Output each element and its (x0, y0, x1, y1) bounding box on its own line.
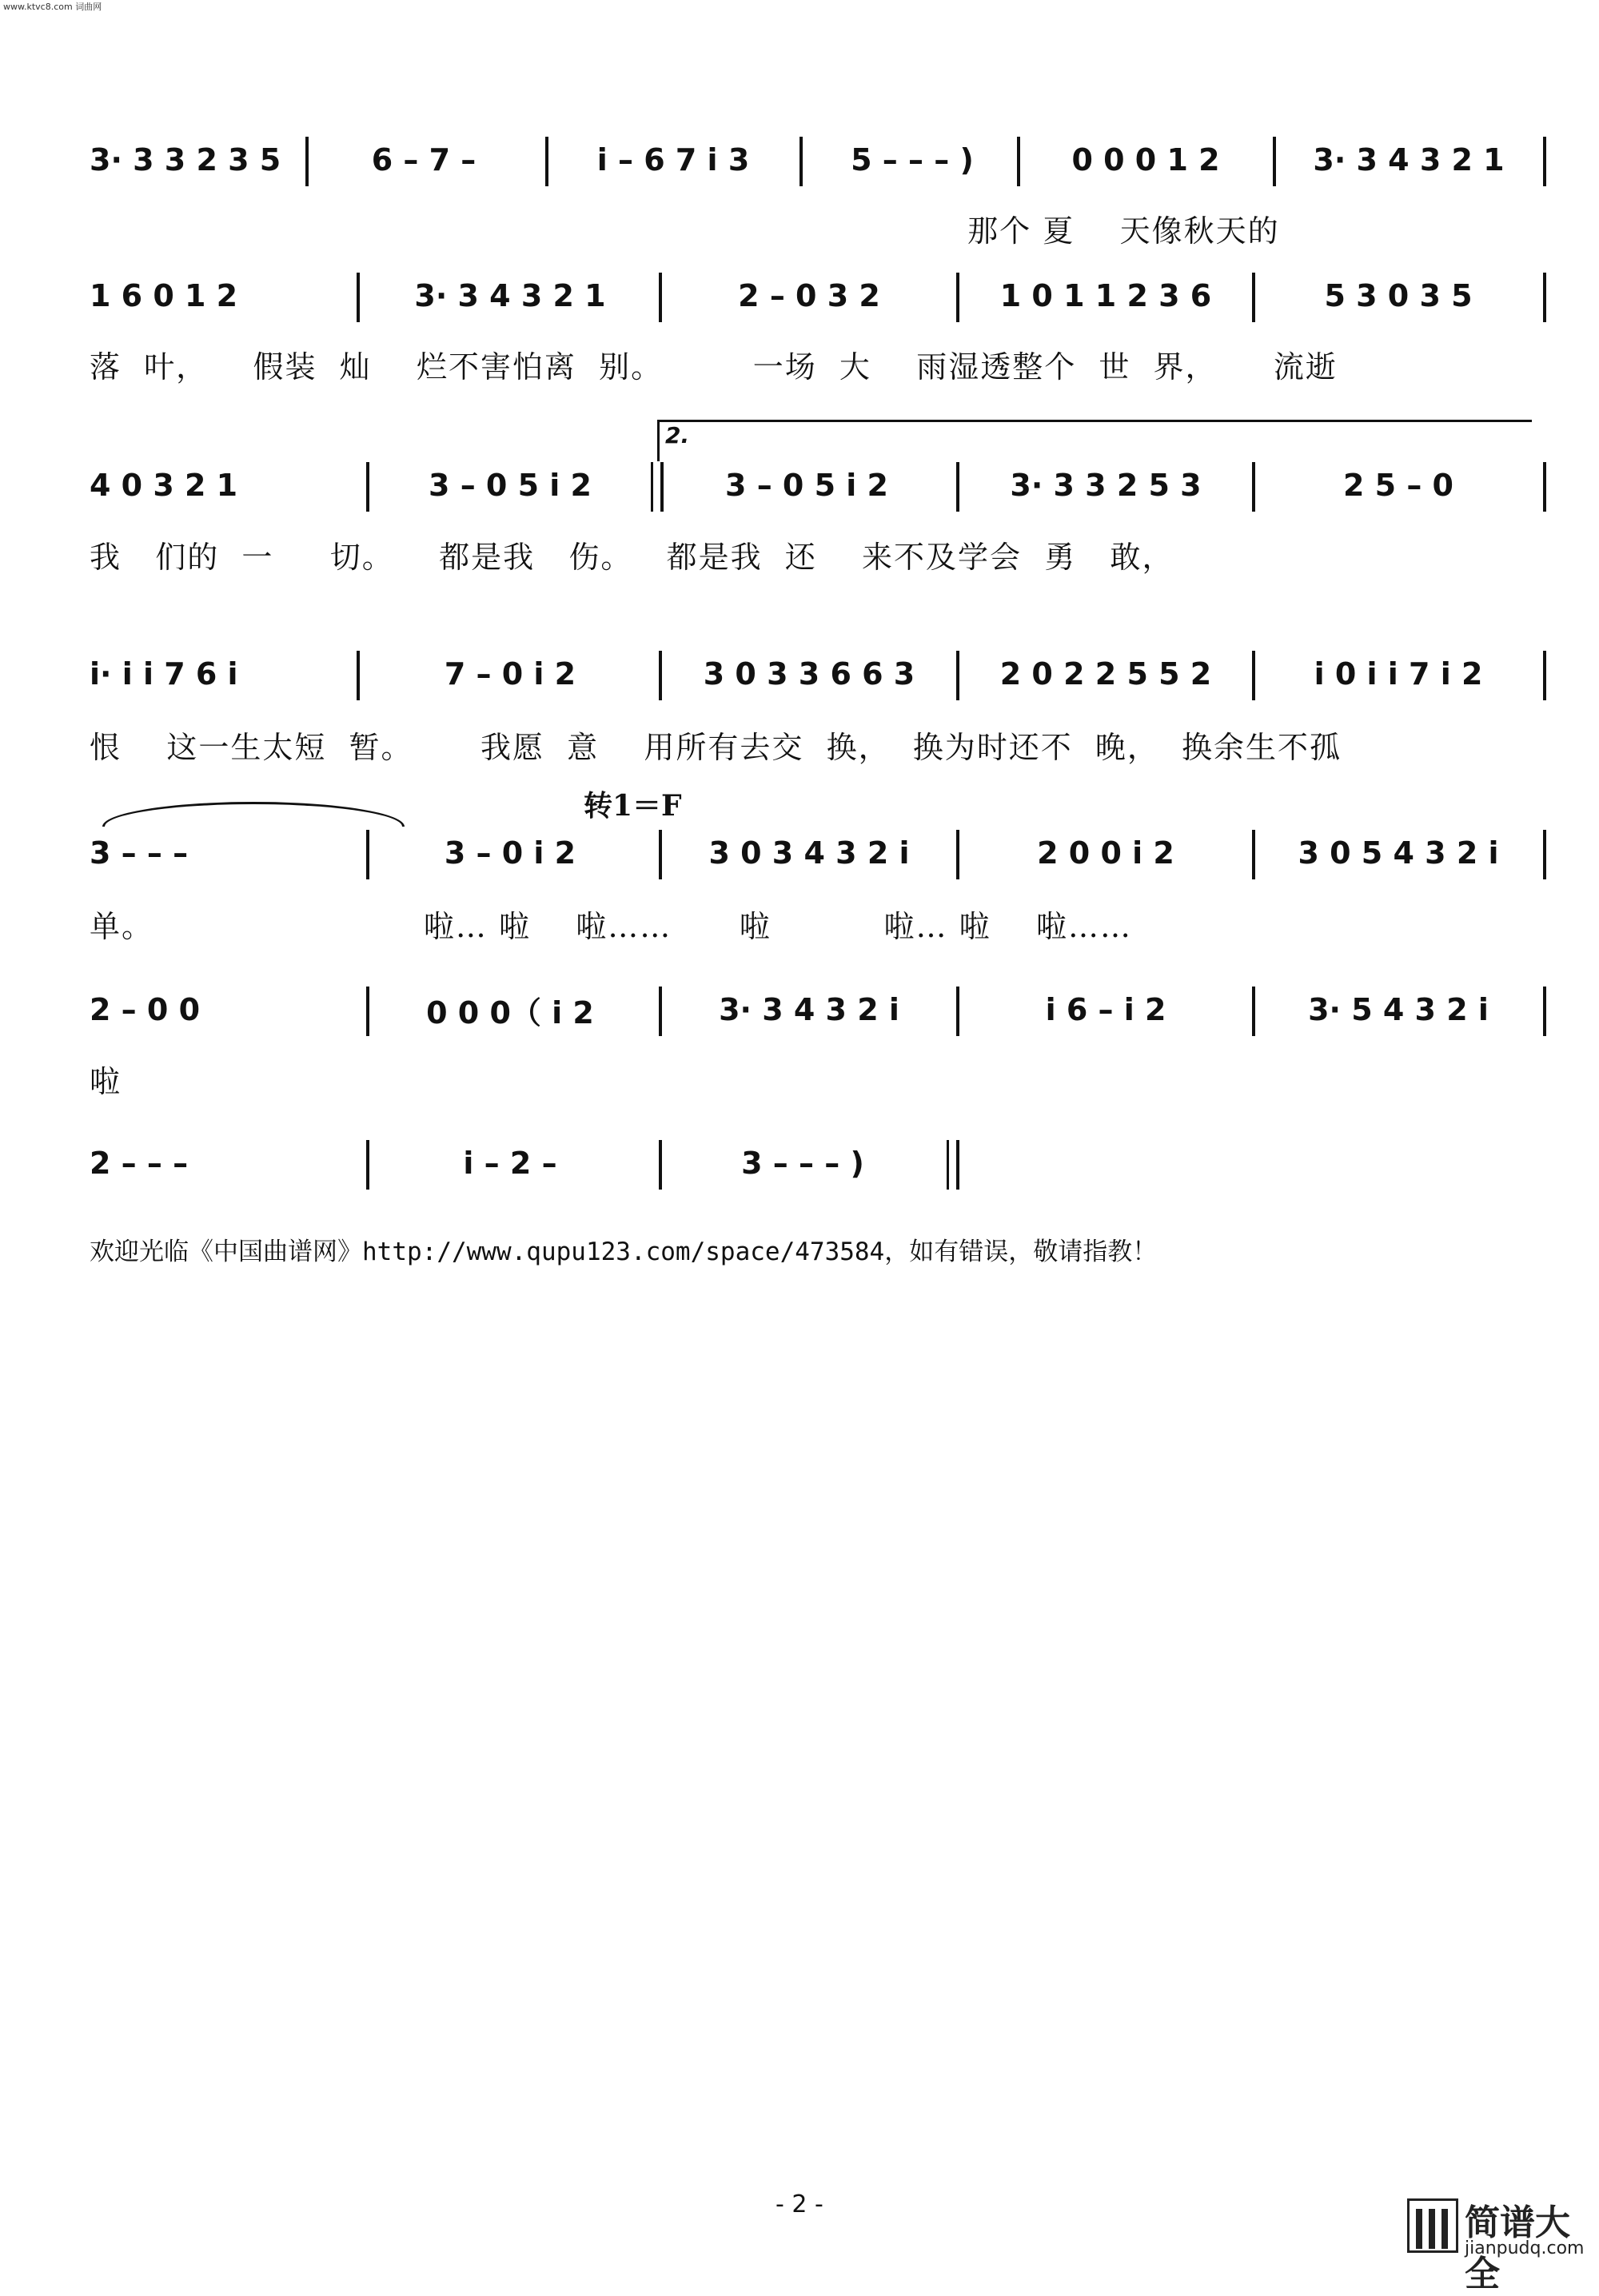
barline (357, 273, 360, 322)
measure: 2 – 0 3 2 (738, 278, 880, 313)
measure: 3 0 3 4 3 2 i (708, 835, 910, 871)
measure: 3· 5 4 3 2 i (1308, 992, 1489, 1027)
measure: i – 2 – (463, 1146, 557, 1181)
lyrics-line-6: 啦 (90, 1064, 122, 1099)
barline (1543, 137, 1546, 186)
volta-label: 2. (665, 422, 690, 448)
final-barline (956, 1140, 959, 1190)
measure: 1 0 1 1 2 3 6 (999, 278, 1212, 313)
measure: 3 – – – ) (741, 1146, 864, 1181)
measure: i· i i 7 6 i (90, 656, 238, 692)
measure: i – 6 7 i 3 (596, 142, 750, 177)
barline (1543, 273, 1546, 322)
logo-url: jianpudq.com (1465, 2238, 1585, 2258)
page-number: - 2 - (776, 2190, 823, 2218)
lyrics-line-2: 落 叶， 假装 灿 烂不害怕离 别。 一场 大 雨湿透整个 世 界， 流逝 (90, 349, 1338, 385)
measure: 0 0 0（ i 2 (426, 995, 594, 1030)
volta-bracket-line (657, 420, 1532, 422)
lyrics-line-3: 我 们的 一 切。 都是我 伤。 都是我 还 来不及学会 勇 敢， (90, 540, 1174, 575)
measure: 3 0 5 4 3 2 i (1298, 835, 1499, 871)
barline (1252, 273, 1255, 322)
measure: 3 – 0 5 i 2 (429, 468, 592, 503)
measure: 5 – – – ) (851, 142, 974, 177)
barline (366, 987, 369, 1036)
measure: 5 3 0 3 5 (1324, 278, 1473, 313)
logo-title: 简谱大全 (1465, 2202, 1570, 2294)
measure: 3 – 0 5 i 2 (725, 468, 888, 503)
measure: 1 6 0 1 2 (90, 278, 238, 313)
barline (956, 830, 959, 879)
barline (659, 651, 662, 700)
barline (659, 273, 662, 322)
barline (1017, 137, 1020, 186)
barline (366, 830, 369, 879)
measure: 3 0 3 3 6 6 3 (703, 656, 915, 692)
measure: 3· 3 4 3 2 1 (1313, 142, 1505, 177)
barline (1252, 462, 1255, 512)
barline (545, 137, 548, 186)
measure: 2 5 – 0 (1342, 468, 1453, 503)
barline (1543, 651, 1546, 700)
measure: 4 0 3 2 1 (90, 468, 238, 503)
measure: 2 – 0 0 (90, 992, 201, 1027)
measure: 3· 3 4 3 2 i (719, 992, 899, 1027)
repeat-end-barline (660, 462, 664, 512)
measure: i 6 – i 2 (1045, 992, 1166, 1027)
site-logo (1407, 2190, 1599, 2294)
barline (956, 462, 959, 512)
barline (1252, 987, 1255, 1036)
barline (659, 830, 662, 879)
barline (659, 987, 662, 1036)
lyrics-line-1: 那个 夏 天像秋天的 (90, 213, 1280, 249)
barline (1273, 137, 1276, 186)
barline (366, 1140, 369, 1190)
barline (366, 462, 369, 512)
measure: 6 – 7 – (371, 142, 477, 177)
key-change-marker: 转1＝F (584, 789, 682, 823)
barline (956, 987, 959, 1036)
measure: 7 – 0 i 2 (444, 656, 576, 692)
site-watermark: www.ktvc8.com 词曲网 (3, 2, 102, 12)
measure: 3· 3 3 2 5 3 (1010, 468, 1202, 503)
measure: 0 0 0 1 2 (1071, 142, 1220, 177)
measure: 3· 3 3 2 3 5 (90, 142, 281, 177)
barline (1543, 987, 1546, 1036)
barline (956, 273, 959, 322)
barline (1252, 651, 1255, 700)
measure: 2 – – – (90, 1146, 189, 1181)
barline (357, 651, 360, 700)
barline (305, 137, 309, 186)
volta-bracket-start (657, 421, 660, 461)
measure: 2 0 0 i 2 (1037, 835, 1174, 871)
lyrics-line-4: 恨 这一生太短 暂。 我愿 意 用所有去交 换， 换为时还不 晚， 换余生不孤 (90, 730, 1342, 765)
barline (956, 651, 959, 700)
barline (1543, 462, 1546, 512)
footer-note: 欢迎光临《中国曲谱网》http://www.qupu123.com/space/473584，如有错误，敬请指教！ (90, 1238, 1158, 1266)
measure: 3 – 0 i 2 (444, 835, 576, 871)
measure: 2 0 2 2 5 5 2 (999, 656, 1212, 692)
piano-keys-icon (1407, 2198, 1458, 2253)
barline (659, 1140, 662, 1190)
barline (800, 137, 803, 186)
tie-slur (102, 802, 405, 827)
measure: i 0 i i 7 i 2 (1314, 656, 1483, 692)
measure: 3 – – – (90, 835, 189, 871)
barline (1543, 830, 1546, 879)
barline (1252, 830, 1255, 879)
lyrics-line-5: 单。 啦… 啦 啦…… 啦 啦… 啦 啦…… (90, 909, 1132, 944)
measure: 3· 3 4 3 2 1 (414, 278, 606, 313)
